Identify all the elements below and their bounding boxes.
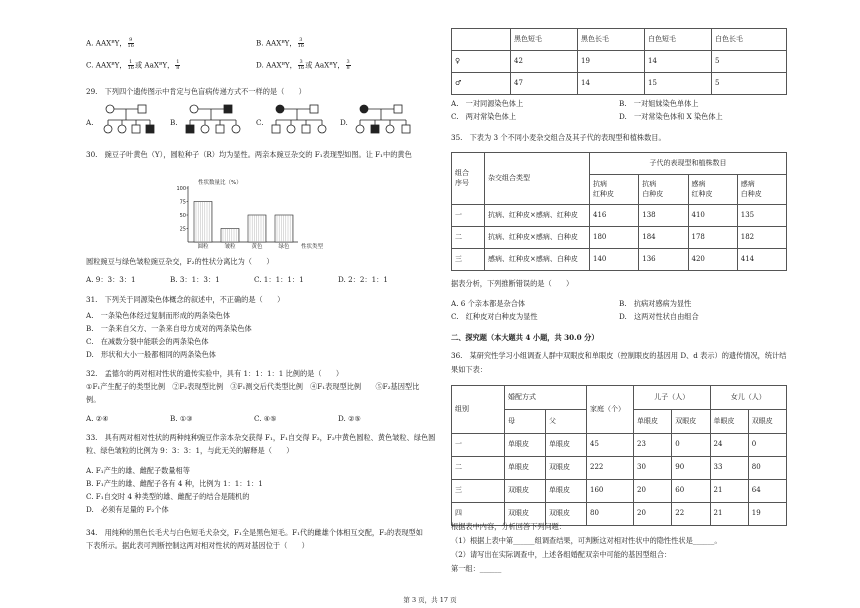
q30-stem: 30. 豌豆子叶黄色（Y），圆粒种子（R）均为显性。两亲本豌豆杂交的 F₁表现型如图。让 F₁中的黄色 bbox=[86, 150, 412, 159]
fraction: $\frac{3}{16}$ bbox=[297, 37, 304, 49]
q32-option-b[interactable]: B. ①③ bbox=[170, 414, 193, 423]
table-row: 二 单眼皮 双眼皮 222 30 90 33 80 bbox=[452, 457, 787, 480]
q36-table bbox=[451, 385, 787, 526]
q35-stem: 35. 下表为 3 个不同小麦杂交组合及其子代的表现型和植株数目。 bbox=[451, 133, 666, 142]
q34-table bbox=[451, 28, 787, 95]
q32-option-a[interactable]: A. ②④ bbox=[86, 414, 109, 423]
q36-question-2[interactable]: （2）请写出在实际调查中，上述各组婚配双亲中可能的基因型组合： bbox=[451, 550, 672, 559]
table-header-row: 组合 序号 杂交组合类型 子代的表现型和植株数目 bbox=[452, 153, 787, 175]
q33-option-a[interactable]: A. F₁产生的雄、雌配子数量相等 bbox=[86, 466, 190, 475]
q29-label-a[interactable]: A. bbox=[86, 118, 94, 127]
x-tick-label: 黄色 bbox=[251, 244, 263, 250]
q35-option-c[interactable]: C. 红种皮对白种皮为显性 bbox=[451, 312, 538, 321]
table-row: ♀ 42 19 14 5 bbox=[452, 51, 787, 73]
phenotype-bar-chart bbox=[158, 174, 358, 256]
y-tick-label: 75 bbox=[179, 199, 186, 206]
fraction: $\frac{9}{16}$ bbox=[127, 37, 134, 49]
q35-option-a[interactable]: A. 6 个亲本都是杂合体 bbox=[451, 299, 526, 308]
q34-line2: 下表所示。据此表可判断控制这两对相对性状的两对基因位于（ ） bbox=[86, 541, 309, 550]
pedigree-d-icon bbox=[352, 104, 414, 138]
q36-line2: 果如下表： bbox=[451, 365, 487, 374]
q36-answer-line[interactable]: 第一组：______ bbox=[451, 564, 502, 573]
chart-title: 性状数量比（%） bbox=[198, 180, 242, 186]
q35-option-b[interactable]: B. 抗病对感病为显性 bbox=[619, 299, 692, 308]
q29-label-d[interactable]: D. bbox=[340, 118, 348, 127]
q34-stem: 34. 用纯种的黑色长毛犬与白色短毛犬杂交，F₁全是黑色短毛。F₁代的雌雄个体相互交配，F₂的表现型如 bbox=[86, 528, 423, 537]
table-row: 一 抗病、红种皮×感病、红种皮 416 138 410 135 bbox=[452, 205, 787, 227]
q31-option-c[interactable]: C. 在减数分裂中能联会的两条染色体 bbox=[86, 337, 209, 346]
q36-stem: 36. 某研究性学习小组调查人群中双眼皮和单眼皮（控制眼皮的基因用 D、d 表示）的遗传情况，统计结 bbox=[451, 351, 787, 360]
table-row: ♂ 47 14 15 5 bbox=[452, 73, 787, 95]
table-row: 三 双眼皮 单眼皮 160 20 60 21 64 bbox=[452, 480, 787, 503]
x-tick-label: 绿色 bbox=[278, 244, 290, 250]
table-row: 二 抗病、红种皮×感病、白种皮 180 184 178 182 bbox=[452, 227, 787, 249]
table-header-row: 母 父 单眼皮 双眼皮 单眼皮 双眼皮 bbox=[452, 410, 787, 434]
q33-option-c[interactable]: C. F₁自交时 4 种类型的雄、雌配子的结合是随机的 bbox=[86, 492, 250, 501]
q31-option-b[interactable]: B. 一条来自父方、一条来自母方成对的两条染色体 bbox=[86, 324, 252, 333]
q28-option-a[interactable]: A. AAXᴮY， $\frac{9}{16}$ bbox=[86, 37, 134, 49]
fraction: $\frac{3}{8}$ bbox=[346, 59, 350, 71]
q33-stem: 33. 具有两对相对性状的两种纯种豌豆作亲本杂交获得 F₁，F₁自交得 F₂，F₂中黄色圆粒、黄色皱粒、绿色圆 bbox=[86, 433, 436, 442]
q34-option-d[interactable]: D. 一对常染色体和 X 染色体上 bbox=[619, 112, 723, 121]
page-footer: 第 3 页，共 17 页 bbox=[403, 596, 457, 604]
q30-option-b[interactable]: B. 3：1：3：1 bbox=[170, 275, 220, 284]
section-heading: 二、探究题（本大题共 4 小题，共 30.0 分） bbox=[451, 333, 599, 342]
q29-label-b[interactable]: B. bbox=[170, 118, 178, 127]
q28-option-d[interactable]: D. AAXᴮY， $\frac{3}{16}$ 或 AaXᴮY， $\frac{3}{8}$ bbox=[256, 59, 350, 71]
q34-option-a[interactable]: A. 一对同源染色体上 bbox=[451, 99, 524, 108]
x-axis-label: 性状类型 bbox=[301, 244, 324, 250]
q31-stem: 31. 下列关于同源染色体概念的叙述中，不正确的是（ ） bbox=[86, 295, 285, 304]
table-header-row: 抗病 红种皮 抗病 白种皮 感病 红种皮 感病 白种皮 bbox=[452, 175, 787, 205]
q33-option-d[interactable]: D. 必须有足量的 F₂个体 bbox=[86, 505, 169, 514]
q35-option-d[interactable]: D. 这两对性状自由组合 bbox=[619, 312, 699, 321]
table-row: 一 单眼皮 单眼皮 45 23 0 24 0 bbox=[452, 434, 787, 457]
q30-option-a[interactable]: A. 9：3：3：1 bbox=[86, 275, 136, 284]
q35-table bbox=[451, 152, 787, 271]
pedigree-c-icon bbox=[268, 104, 330, 138]
x-tick-label: 圆粒 bbox=[197, 244, 209, 250]
table-header-row: 组别 婚配方式 家庭（个） 儿子（人） 女儿（人） bbox=[452, 386, 787, 410]
q29-stem: 29. 下列四个遗传图示中肯定与色盲病传递方式不一样的是（ ） bbox=[86, 87, 306, 96]
y-tick-label: 100 bbox=[176, 186, 186, 192]
fraction: $\frac{1}{8}$ bbox=[176, 59, 180, 71]
q29-pedigrees bbox=[86, 104, 436, 138]
table-row: 三 感病、红种皮×感病、白种皮 140 136 420 414 bbox=[452, 249, 787, 271]
q30-option-c[interactable]: C. 1：1：1：1 bbox=[254, 275, 304, 284]
fraction: $\frac{3}{16}$ bbox=[297, 59, 305, 71]
q31-option-d[interactable]: D. 形状和大小一般都相同的两条染色体 bbox=[86, 350, 216, 359]
q33-option-b[interactable]: B. F₁产生的雄、雌配子各有 4 种，比例为 1：1：1：1 bbox=[86, 479, 263, 488]
pedigree-b-icon bbox=[182, 104, 244, 138]
q28-option-b[interactable]: B. AAXᴮY， $\frac{3}{16}$ bbox=[256, 37, 304, 49]
table-row: 四 双眼皮 双眼皮 80 20 22 21 19 bbox=[452, 503, 787, 526]
q32-stem: 32. 孟德尔的两对相对性状的遗传实验中，具有 1：1：1：1 比例的是（ ） bbox=[86, 369, 344, 378]
q32-line2: ①F₁产生配子的类型比例 ②F₂表现型比例 ③F₁测交后代类型比例 ④F₁表现型比例 ⑤F₂基因型比 bbox=[86, 382, 420, 391]
q36-question-1[interactable]: （1）根据上表中第______组调查结果，可判断这对相对性状中的隐性性状是______。 bbox=[451, 536, 722, 545]
q33-line2: 粒、绿色皱粒的比例为 9：3：3：1，与此无关的解释是（ ） bbox=[86, 446, 294, 455]
pedigree-a-icon bbox=[98, 104, 158, 138]
y-tick-label: 50 bbox=[179, 213, 186, 219]
q30-option-d[interactable]: D. 2：2：1：1 bbox=[338, 275, 388, 284]
q36-after1: 根据表中内容，分析回答下列问题： bbox=[451, 522, 567, 531]
table-header-row: 黑色短毛 黑色长毛 白色短毛 白色长毛 bbox=[452, 29, 787, 51]
q32-option-d[interactable]: D. ②⑤ bbox=[338, 414, 361, 423]
fraction: $\frac{1}{16}$ bbox=[127, 59, 134, 71]
q34-option-b[interactable]: B. 一对姐妹染色单体上 bbox=[619, 99, 699, 108]
y-tick-label: 25 bbox=[179, 226, 186, 233]
q34-option-c[interactable]: C. 两对常染色体上 bbox=[451, 112, 517, 121]
q32-line3: 例。 bbox=[86, 395, 101, 404]
q31-option-a[interactable]: A. 一条染色体经过复制而形成的两条染色体 bbox=[86, 311, 231, 320]
q35-after: 据表分析，下列推断错误的是（ ） bbox=[451, 279, 574, 288]
q32-option-c[interactable]: C. ④⑤ bbox=[254, 414, 277, 423]
q29-label-c[interactable]: C. bbox=[256, 118, 264, 127]
q28-option-c[interactable]: C. AAXᴮY， $\frac{1}{16}$ 或 AaXᴮY， $\frac{1}{8}$ bbox=[86, 59, 180, 71]
q30-after: 圆粒豌豆与绿色皱粒豌豆杂交，F₂的性状分离比为（ ） bbox=[86, 257, 274, 266]
x-tick-label: 皱粒 bbox=[224, 244, 236, 250]
